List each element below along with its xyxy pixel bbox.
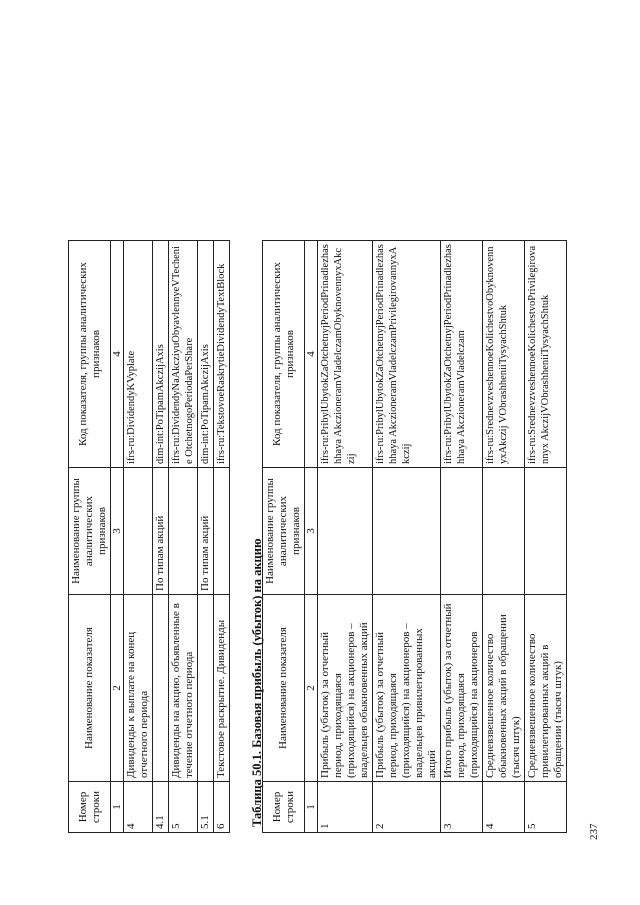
col-number: 2 (305, 595, 318, 782)
indicator-name: Прибыль (убыток) за отчетный период, приходящаяся (приходящийся) на акционеров – владельцев обыкновенных акций (318, 595, 373, 782)
table-row (483, 241, 525, 833)
indicator-code: ifrs-ru:SrednevzveshennoeKolichestvoObyknovennyxAkczij VObrashheniiTysyachShtuk (483, 241, 525, 468)
table-row (525, 241, 567, 833)
row-number: 3 (441, 782, 483, 833)
group-name (214, 468, 230, 595)
indicator-code: ifrs-ru:DividendyNaAkcziyuObyavlennyeVTechenie OtchetnogoPeriodaPerShare (169, 241, 198, 468)
table-row (318, 241, 373, 833)
indicator-code: ifrs-ru:TekstovoeRaskrytieDividendyTextBlock (214, 241, 230, 468)
indicator-code: ifrs-ru:PribylUbytokZaOtchetnyjPeriodPrinadlezhashhaya AkczioneramVladelczam (441, 241, 483, 468)
indicator-name: Дивиденды на акцию, объявленные в течение отчетного периода (169, 595, 198, 782)
indicator-code: dim-int:PoTipamAkczijAxis (153, 241, 169, 468)
indicator-code: ifrs-ru:SrednevzveshennoeKolichestvoPrivilegirovannyx AkczijVObrashheniiTysyachShtuk (525, 241, 567, 468)
indicator-name: Дивиденды к выплате на конец отчетного периода (124, 595, 153, 782)
indicator-name (153, 595, 169, 782)
dividends-table (68, 240, 230, 833)
header-code: Код показателя, группы аналитических признаков (263, 241, 305, 468)
row-number: 4.1 (153, 782, 169, 833)
header-indicator-name: Наименование показателя (69, 595, 111, 782)
header-row-number: Номер строки (263, 782, 305, 833)
group-name: По типам акций (198, 468, 214, 595)
earnings-per-share-table (262, 240, 567, 833)
table-row (153, 241, 169, 833)
table-row (214, 241, 230, 833)
col-number: 3 (305, 468, 318, 595)
col-number: 3 (111, 468, 124, 595)
row-number: 5.1 (198, 782, 214, 833)
group-name: По типам акций (153, 468, 169, 595)
row-number: 5 (525, 782, 567, 833)
indicator-name (198, 595, 214, 782)
table-header-row (263, 241, 305, 833)
row-number: 5 (169, 782, 198, 833)
indicator-name: Средневзвешенное количество обыкновенных акций в обращении (тысяч штук) (483, 595, 525, 782)
indicator-code: ifrs-ru:DividendyKVyplate (124, 241, 153, 468)
row-number: 4 (483, 782, 525, 833)
header-indicator-name: Наименование показателя (263, 595, 305, 782)
indicator-name: Текстовое раскрытие. Дивиденды (214, 595, 230, 782)
table-row (441, 241, 483, 833)
indicator-name: Средневзвешенное количество привилегированных акций в обращении (тысяч штук) (525, 595, 567, 782)
table-row (169, 241, 198, 833)
header-code: Код показателя, группы аналитических признаков (69, 241, 111, 468)
col-number: 1 (305, 782, 318, 833)
col-number: 4 (111, 241, 124, 468)
row-number: 4 (124, 782, 153, 833)
indicator-code: dim-int:PoTipamAkczijAxis (198, 241, 214, 468)
page-number: 237 (588, 823, 600, 840)
group-name (525, 468, 567, 595)
column-number-row (305, 241, 318, 833)
table-row (198, 241, 214, 833)
indicator-name: Прибыль (убыток) за отчетный период, приходящаяся (приходящийся) на акционеров – владельцев привилегированных акций (373, 595, 441, 782)
col-number: 4 (305, 241, 318, 468)
group-name (318, 468, 373, 595)
table-caption: Таблица 50.1. Базовая прибыль (убыток) на акцию (250, 538, 264, 827)
header-group-name: Наименование группы аналитических признаков (263, 468, 305, 595)
header-group-name: Наименование группы аналитических признаков (69, 468, 111, 595)
group-name (441, 468, 483, 595)
table-row (124, 241, 153, 833)
group-name (373, 468, 441, 595)
row-number: 2 (373, 782, 441, 833)
row-number: 6 (214, 782, 230, 833)
column-number-row (111, 241, 124, 833)
indicator-code: ifrs-ru:PribylUbytokZaOtchetnyjPeriodPrinadlezhashhaya AkczioneramVladelczamObyknovennyxAkczij (318, 241, 373, 468)
table-header-row (69, 241, 111, 833)
group-name (124, 468, 153, 595)
col-number: 2 (111, 595, 124, 782)
row-number: 1 (318, 782, 373, 833)
header-row-number: Номер строки (69, 782, 111, 833)
indicator-name: Итого прибыль (убыток) за отчетный период, приходящаяся (приходящийся) на акционеров (441, 595, 483, 782)
group-name (169, 468, 198, 595)
indicator-code: ifrs-ru:PribylUbytokZaOtchetnyjPeriodPrinadlezhashhaya AkczioneramVladelczamPrivilegirovannyxAkczij (373, 241, 441, 468)
col-number: 1 (111, 782, 124, 833)
table-row (373, 241, 441, 833)
group-name (483, 468, 525, 595)
